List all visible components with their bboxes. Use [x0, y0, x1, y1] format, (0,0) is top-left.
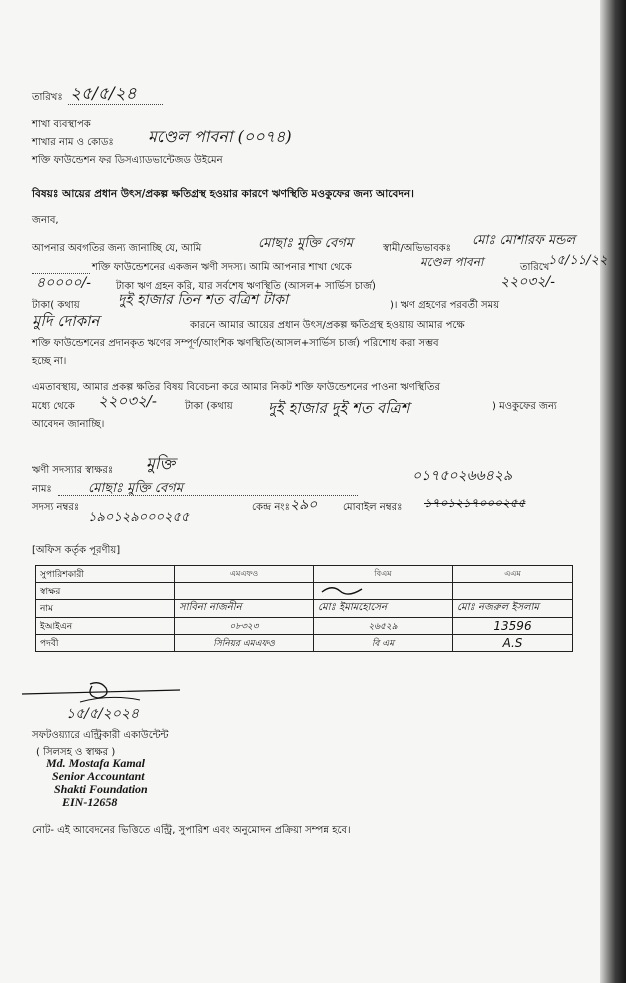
- am-name: মোঃ নজরুল ইসলাম: [453, 600, 573, 618]
- para1-text9: শক্তি ফাউন্ডেশনের প্রদানকৃত ঋণের সম্পূর্ণ/আংশিক ঋণস্থিতি(আসল+সার্ভিস চার্জ) পরিশোধ করা সম্ভব: [32, 338, 439, 349]
- office-table: [35, 565, 573, 652]
- mfo-designation: সিনিয়র এমএফও: [175, 635, 314, 652]
- am-signature: [453, 583, 573, 600]
- para2-text5: আবেদন জানাচ্ছি।: [32, 419, 105, 430]
- balance-in-words: দুই হাজার তিন শত বত্রিশ টাকা: [118, 292, 289, 308]
- mfo-ein: ০৮৩২৩: [175, 618, 314, 635]
- office-header-row: [36, 566, 573, 583]
- accountant-title: সফটওয়্যারে এন্ট্রিকারী একাউন্টেন্ট: [32, 730, 169, 741]
- para1-dots: [32, 272, 90, 274]
- member-signature: মুক্তি: [146, 454, 176, 473]
- row-label: ইআইএন: [36, 618, 175, 635]
- office-row-name: [36, 600, 573, 618]
- office-row-signature: [36, 583, 573, 600]
- row-label: স্বাক্ষর: [36, 583, 175, 600]
- center-label: কেন্দ্র নংঃ: [252, 502, 290, 513]
- para1-text3: শক্তি ফাউন্ডেশনের একজন ঋণী সদস্য। আমি আপনার শাখা থেকে: [92, 262, 352, 273]
- office-row-designation: [36, 635, 573, 652]
- para1-text2: স্বামী/অভিভাবকঃ: [383, 243, 451, 254]
- para1-text1: আপনার অবগতির জন্য জানাচ্ছি যে, আমি: [32, 243, 202, 254]
- para1-text5: টাকা ঋণ গ্রহন করি, যার সর্বশেষ ঋণস্থিতি (আসল+ সার্ভিস চার্জ): [116, 281, 376, 292]
- bm-ein: ২৬৫২৯: [314, 618, 453, 635]
- mobile-crossed-out: ১৭০১২১৭০০০২৫৫: [424, 496, 526, 510]
- branch-handwritten: মণ্ডেল পাবনা: [420, 255, 484, 269]
- salutation: জনাব,: [32, 215, 59, 226]
- bm-signature-scribble: [318, 584, 368, 596]
- stamp-organization: Shakti Foundation: [54, 782, 148, 796]
- row-label: পদবী: [36, 635, 175, 652]
- am-designation: A.S: [453, 635, 573, 652]
- footer-note: নোট- এই আবেদনের ভিত্তিতে এন্ট্রি, সুপারিশ এবং অনুমোদন প্রক্রিয়া সম্পন্ন হবে।: [32, 825, 351, 836]
- center-number: ২৯০: [290, 497, 318, 513]
- bm-signature: [314, 583, 453, 600]
- col-recommender: সুপারিশকারী: [36, 566, 175, 583]
- office-row-ein: [36, 618, 573, 635]
- col-bm: বিএম: [314, 566, 453, 583]
- stamp-name: Md. Mostafa Kamal: [46, 756, 146, 770]
- col-am: এএম: [453, 566, 573, 583]
- stamp-ein: EIN-12658: [62, 795, 118, 809]
- bm-name: মোঃ ইমামহোসেন: [314, 600, 453, 618]
- member-number-label: সদস্য নম্বরঃ: [32, 502, 80, 513]
- waiver-amount: ২২০৩২/-: [98, 392, 157, 410]
- seal-note: ( সিলসহ ও স্বাক্ষর ): [36, 747, 116, 758]
- mfo-name: সাবিনা নাজনীন: [175, 600, 314, 618]
- accountant-stamp: [40, 757, 148, 809]
- date-label: তারিখঃ: [32, 92, 63, 103]
- mobile-label: মোবাইল নম্বরঃ: [343, 502, 403, 513]
- para2-text3: টাকা (কথায়: [185, 401, 233, 412]
- member-number: ১৯০১২৯০০০২৫৫: [88, 510, 190, 525]
- para2-text4: ) মওকুফের জন্য: [492, 401, 557, 412]
- para1-text6: টাকা( কথায়: [32, 300, 80, 311]
- member-name: মোছাঃ মুক্তি বেগম: [88, 481, 183, 496]
- para2-text1: এমতাবস্থায়, আমার প্রকল্প ক্ষতির বিষয় বিবেচনা করে আমার নিকট শক্তি ফাউন্ডেশনের পাওনা ঋণস্থিতির: [32, 382, 441, 393]
- para2-text2: মধ্যে থেকে: [32, 401, 75, 412]
- name-label: নামঃ: [32, 484, 52, 495]
- guardian-name: মোঃ মোশারফ মন্ডল: [472, 233, 576, 248]
- mfo-signature: [175, 583, 314, 600]
- office-heading: [অফিস কর্তৃক পূরণীয়]: [32, 545, 121, 556]
- para1-text10: হচ্ছে না।: [32, 356, 67, 367]
- recipient-line3: শক্তি ফাউন্ডেশন ফর ডিসএ্যাডভান্টেজড উইমেন: [32, 155, 223, 166]
- borrower-name: মোছাঃ মুক্তি বেগম: [258, 236, 353, 251]
- loss-reason: মুদি দোকান: [32, 312, 100, 330]
- am-ein: 13596: [453, 618, 573, 635]
- member-sign-label: ঋণী সদস্যার স্বাক্ষরঃ: [32, 465, 114, 476]
- date-value: ২৫/৫/২৪: [70, 84, 137, 104]
- loan-date: ১৫/১১/২২: [548, 253, 608, 268]
- waiver-amount-words: দুই হাজার দুই শত বত্রিশ: [268, 399, 410, 417]
- col-mfo: এমএফও: [175, 566, 314, 583]
- para1-text7: )। ঋণ গ্রহণের পরবর্তী সময়: [390, 300, 500, 311]
- branch-value: মণ্ডেল পাবনা (০০৭৪): [148, 127, 292, 146]
- bm-designation: বি এম: [314, 635, 453, 652]
- recipient-line1: শাখা ব্যবস্থাপক: [32, 119, 91, 130]
- para1-text8: কারনে আমার আয়ের প্রধান উৎস/প্রকল্প ক্ষতিগ্রস্থ হওয়ায় আমার পক্ষে: [190, 320, 465, 331]
- accountant-date: ১৫/৫/২০২৪: [66, 706, 140, 722]
- row-label: নাম: [36, 600, 175, 618]
- date-dotted-line: [68, 103, 163, 105]
- loan-balance: ২২০৩২/-: [500, 274, 555, 290]
- page-edge-shadow: [600, 0, 626, 983]
- subject-line: বিষয়ঃ আয়ের প্রধান উৎস/প্রকল্প ক্ষতিগ্রস্থ হওয়ার কারণে ঋণস্থিতি মওকুফের জন্য আবেদন।: [32, 188, 414, 200]
- loan-amount: ৪০০০০/-: [36, 275, 91, 291]
- mobile-number-handwritten: ০১৭৫০২৬৬৪২৯: [412, 468, 513, 484]
- stamp-designation: Senior Accountant: [52, 769, 145, 783]
- recipient-line2: শাখার নাম ও কোডঃ: [32, 137, 114, 148]
- para1-text4: তারিখে: [520, 262, 550, 273]
